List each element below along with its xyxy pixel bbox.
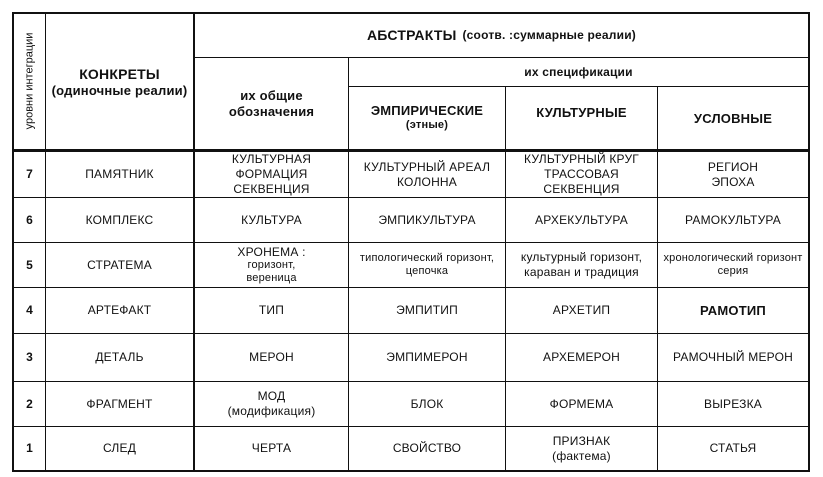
conventional-4: РАМОТИП <box>700 303 766 318</box>
conventional-7 <box>658 152 808 197</box>
concrete-5: СТРАТЕМА <box>87 257 152 272</box>
level-7: 7 <box>26 167 33 181</box>
empirical-3: ЭМПИМЕРОН <box>386 350 468 364</box>
general-3: МЕРОН <box>249 350 294 364</box>
general-5-line2: горизонт, <box>247 258 296 271</box>
conventional-7-line1: РЕГИОН <box>707 159 759 174</box>
general-label: их общие обозначения <box>228 87 315 119</box>
cultural-4: АРХЕТИП <box>552 303 611 317</box>
general-7-line1: КУЛЬТУРНАЯ ФОРМАЦИЯ <box>231 152 312 181</box>
empirical-header <box>349 87 505 149</box>
abstract-title: АБСТРАКТЫ <box>367 27 457 43</box>
cultural-1 <box>506 427 657 470</box>
empirical-2: БЛОК <box>410 396 444 411</box>
empirical-title: ЭМПИРИЧЕСКИЕ <box>370 103 484 118</box>
conventional-5-line2: серия <box>717 265 749 277</box>
cultural-1-line1: ПРИЗНАК <box>552 433 611 448</box>
level-1: 1 <box>26 441 33 455</box>
cultural-2: ФОРМЕМА <box>549 396 614 411</box>
empirical-7-line2: КОЛОННА <box>397 174 457 189</box>
level-4: 4 <box>26 303 33 317</box>
cultural-5-line2: караван и традиция <box>524 265 639 279</box>
general-2-line1: МОД <box>257 389 286 403</box>
border-bottom <box>12 470 810 472</box>
general-5-line1: ХРОНЕМА : <box>237 244 306 259</box>
conventional-5 <box>658 243 808 287</box>
conventional-1: СТАТЬЯ <box>709 441 757 455</box>
level-5: 5 <box>26 257 33 272</box>
cultural-1-line2: (фактема) <box>552 448 611 463</box>
general-5 <box>195 243 348 287</box>
general-4: ТИП <box>258 303 285 317</box>
concrete-7: ПАМЯТНИК <box>85 167 154 181</box>
abstract-subtitle: (соотв. :суммарные реалии) <box>462 28 636 42</box>
abstract-header <box>195 14 808 57</box>
conventional-2: ВЫРЕЗКА <box>703 396 762 411</box>
cultural-title: КУЛЬТУРНЫЕ <box>536 104 627 120</box>
cultural-5 <box>506 243 657 287</box>
conventional-title: УСЛОВНЫЕ <box>693 110 773 126</box>
conventional-7-line2: ЭПОХА <box>711 174 755 189</box>
conventional-3: РАМОЧНЫЙ МЕРОН <box>672 350 794 364</box>
empirical-subtitle: (этные) <box>405 119 449 131</box>
concrete-6: КОМПЛЕКС <box>85 212 154 227</box>
general-2-line2: (модификация) <box>227 404 316 418</box>
empirical-7 <box>349 152 505 197</box>
concrete-3: ДЕТАЛЬ <box>95 350 144 364</box>
conventional-6: РАМОКУЛЬТУРА <box>685 212 781 227</box>
empirical-6: ЭМПИКУЛЬТУРА <box>378 212 476 227</box>
cultural-7 <box>506 152 657 197</box>
concrete-header <box>46 14 193 149</box>
general-header <box>195 58 348 149</box>
cultural-header <box>506 87 657 137</box>
concrete-1: СЛЕД <box>102 441 137 455</box>
concrete-4: АРТЕФАКТ <box>87 303 152 317</box>
empirical-5-line1: типологический горизонт, <box>359 252 495 264</box>
general-1: ЧЕРТА <box>251 441 292 455</box>
level-3: 3 <box>26 350 33 364</box>
empirical-7-line1: КУЛЬТУРНЫЙ АРЕАЛ <box>363 159 491 174</box>
concrete-title: КОНКРЕТЫ <box>79 65 160 82</box>
cultural-5-line1: культурный горизонт, <box>520 250 643 264</box>
empirical-4: ЭМПИТИП <box>396 303 458 317</box>
level-6: 6 <box>26 212 33 227</box>
general-5-line3: вереница <box>246 271 297 284</box>
cultural-6: АРХЕКУЛЬТУРА <box>535 212 628 227</box>
level-2: 2 <box>26 396 33 411</box>
empirical-5-line2: цепочка <box>405 265 449 277</box>
empirical-5 <box>349 243 505 287</box>
cultural-7-line1: КУЛЬТУРНЫЙ КРУГ <box>524 152 639 166</box>
concrete-subtitle: (одиночные реалии) <box>51 82 188 98</box>
empirical-1: СВОЙСТВО <box>392 441 462 455</box>
cultural-3: АРХЕМЕРОН <box>542 350 621 364</box>
specs-header <box>349 58 808 86</box>
concrete-2: ФРАГМЕНТ <box>86 396 153 411</box>
conventional-header <box>658 87 808 149</box>
general-6: КУЛЬТУРА <box>241 212 302 227</box>
levels-header: уровни интеграции <box>23 32 36 130</box>
cultural-7-line2: ТРАССОВАЯ СЕКВЕНЦИЯ <box>543 167 620 196</box>
general-7-line2: СЕКВЕНЦИЯ <box>233 182 310 196</box>
specs-label: их спецификации <box>524 64 633 79</box>
conventional-5-line1: хронологический горизонт <box>663 252 803 264</box>
general-7 <box>195 152 348 197</box>
general-2 <box>195 382 348 426</box>
